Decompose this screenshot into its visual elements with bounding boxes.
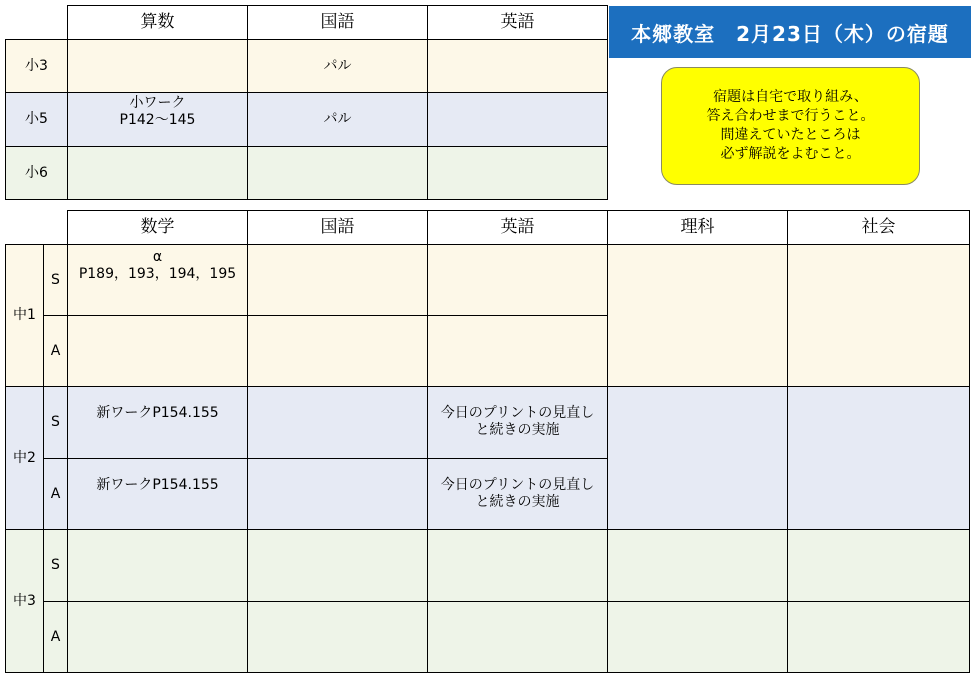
header-math: 数学 [68, 211, 248, 245]
grade-label: 小6 [6, 147, 68, 200]
homework-cell [68, 147, 248, 200]
homework-cell [428, 93, 608, 147]
homework-cell-science [608, 387, 788, 530]
header-english: 英語 [428, 211, 608, 245]
class-label: S [44, 530, 68, 602]
homework-cell [248, 387, 428, 459]
class-label: S [44, 245, 68, 316]
homework-cell [428, 530, 608, 602]
homework-cell [428, 316, 608, 387]
header-science: 理科 [608, 211, 788, 245]
homework-cell [68, 530, 248, 602]
grade-label: 小3 [6, 40, 68, 93]
homework-cell [608, 602, 788, 673]
header-social: 社会 [788, 211, 970, 245]
homework-cell [428, 40, 608, 93]
homework-cell [68, 602, 248, 673]
homework-notice [661, 67, 920, 185]
homework-cell [608, 530, 788, 602]
homework-cell [248, 245, 428, 316]
homework-cell: 今日のプリントの見直し と続きの実施 [428, 387, 608, 459]
corner-blank [44, 211, 68, 245]
homework-cell [428, 602, 608, 673]
homework-cell [68, 40, 248, 93]
homework-cell: 新ワークP154.155 [68, 459, 248, 530]
class-label: A [44, 602, 68, 673]
page-title: 本郷教室 2月23日（木）の宿題 [609, 6, 971, 58]
header-japanese: 国語 [248, 6, 428, 40]
homework-cell: 今日のプリントの見直し と続きの実施 [428, 459, 608, 530]
homework-cell [428, 147, 608, 200]
junior-homework-table [5, 210, 970, 673]
homework-cell: パル [248, 40, 428, 93]
homework-cell: パル [248, 93, 428, 147]
homework-cell-social [788, 387, 970, 530]
homework-cell: 小ワーク P142〜145 [68, 93, 248, 147]
homework-cell [248, 530, 428, 602]
homework-cell [788, 602, 970, 673]
homework-cell [248, 459, 428, 530]
homework-cell [248, 147, 428, 200]
header-english: 英語 [428, 6, 608, 40]
homework-cell [788, 530, 970, 602]
homework-cell [248, 602, 428, 673]
notice-text: 宿題は自宅で取り組み、 答え合わせまで行うこと。 間違えていたところは 必ず解説をよむこと。 [706, 89, 875, 162]
class-label: S [44, 387, 68, 459]
homework-cell [428, 245, 608, 316]
corner-blank [6, 6, 68, 40]
homework-cell: 新ワークP154.155 [68, 387, 248, 459]
header-math: 算数 [68, 6, 248, 40]
corner-blank [6, 211, 44, 245]
elementary-homework-table [5, 5, 608, 200]
class-label: A [44, 316, 68, 387]
homework-cell [248, 316, 428, 387]
homework-cell-science [608, 245, 788, 387]
grade-label: 中3 [6, 530, 44, 673]
homework-cell-social [788, 245, 970, 387]
homework-cell [68, 316, 248, 387]
grade-label: 中1 [6, 245, 44, 387]
header-japanese: 国語 [248, 211, 428, 245]
class-label: A [44, 459, 68, 530]
homework-cell: α P189，193，194，195 [68, 245, 248, 316]
grade-label: 小5 [6, 93, 68, 147]
grade-label: 中2 [6, 387, 44, 530]
